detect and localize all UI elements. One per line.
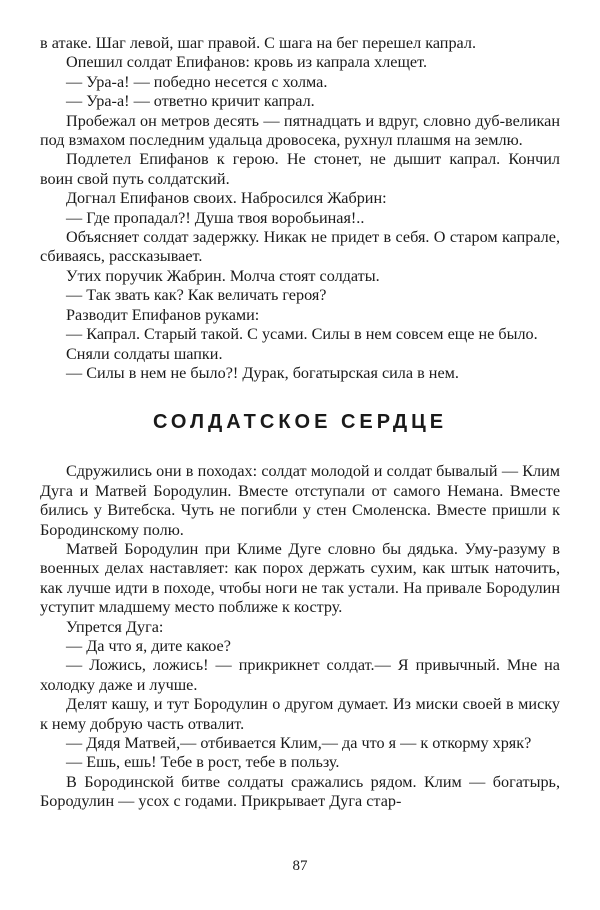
- paragraph: — Так звать как? Как величать героя?: [66, 286, 327, 305]
- paragraph: Догнал Епифанов своих. Набросился Жабрин:: [66, 189, 387, 208]
- paragraph: Подлетел Епифанов к герою. Не стонет, не дышит капрал. Кончил воин свой путь солдатский.: [40, 150, 560, 188]
- book-page: [40, 34, 560, 894]
- paragraph: — Дядя Матвей,— отбивается Клим,— да что я — к откорму хряк?: [66, 734, 532, 752]
- paragraph: Сдружились они в походах: солдат молодой и солдат бывалый — Клим Дуга и Матвей Бородулин. Вместе отступали от самого Немана. Вместе бились у Витебска. Чуть не погибли у стен Смоленска. Вместе пришли к Бородинскому полю.: [40, 462, 560, 539]
- paragraph: Опешил солдат Епифанов: кровь из капрала хлещет.: [66, 53, 428, 72]
- paragraph: Разводит Епифанов руками:: [66, 305, 260, 324]
- chapter-title: СОЛДАТСКОЕ СЕРДЦЕ: [152, 411, 448, 434]
- paragraph: — Ура-а! — победно несется с холма.: [66, 72, 328, 91]
- paragraph: — Ложись, ложись! — прикрикнет солдат.— Я привычный. Мне на холодку даже и лучше.: [40, 656, 560, 694]
- paragraph: Матвей Бородулин при Климе Дуге словно бы дядька. Уму-разуму в военных делах наставляет: как порох держать сухим, как штык наточить, как лучше идти в походе, чтобы ноги не так устали. На привале Бородулин уступит младшему место поближе к костру.: [40, 539, 560, 617]
- page-number: 87: [292, 858, 308, 874]
- paragraph: В Бородинской битве солдаты сражались рядом. Клим — богатырь, Бородулин — усох с годами. Прикрывает Дуга стар-: [40, 772, 560, 811]
- paragraph: Объясняет солдат задержку. Никак не придет в себя. О старом капрале, сбиваясь, рассказывает.: [40, 228, 560, 266]
- paragraph: Утих поручик Жабрин. Молча стоят солдаты.: [66, 266, 380, 285]
- paragraph: — Да что я, дите какое?: [66, 636, 231, 655]
- paragraph: Упрется Дуга:: [66, 617, 164, 636]
- paragraph: — Ура-а! — ответно кричит капрал.: [66, 92, 315, 111]
- paragraph: — Ешь, ешь! Тебе в рост, тебе в пользу.: [66, 753, 340, 772]
- paragraph: — Капрал. Старый такой. С усами. Силы в нем совсем еще не было.: [66, 325, 538, 344]
- paragraph: Сняли солдаты шапки.: [66, 344, 223, 363]
- paragraph: в атаке. Шаг левой, шаг правой. С шага на бег перешел капрал.: [40, 34, 477, 52]
- paragraph: — Силы в нем не было?! Дурак, богатырская сила в нем.: [66, 363, 459, 382]
- paragraph: Пробежал он метров десять — пятнадцать и вдруг, словно дуб-великан под взмахом последним удальца дровосека, рухнул плашмя на землю.: [40, 111, 560, 150]
- paragraph: — Где пропадал?! Душа твоя воробьиная!..: [66, 208, 365, 227]
- paragraph: Делят кашу, и тут Бородулин о другом думает. Из миски своей в миску к нему добрую часть отвалит.: [40, 695, 560, 733]
